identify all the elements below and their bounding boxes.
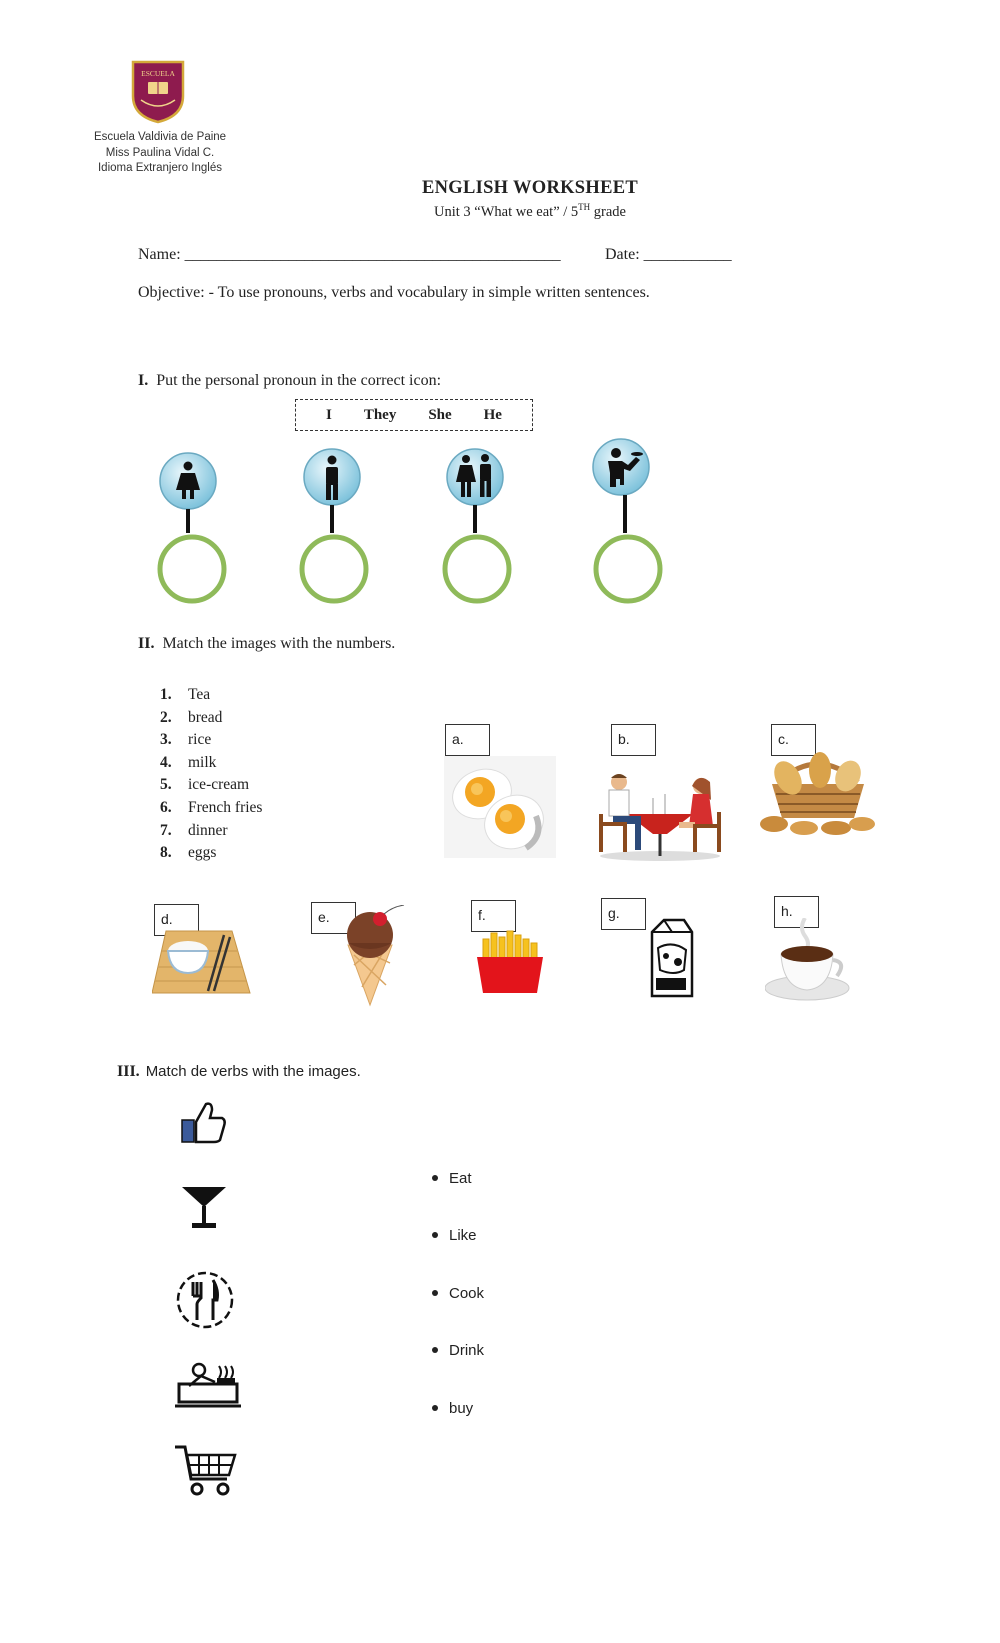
bullet-icon	[432, 1290, 438, 1296]
section-1-heading: I. Put the personal pronoun in the correct icon:	[138, 372, 442, 389]
section-3-heading: III. Match de verbs with the images.	[117, 1063, 361, 1080]
french-fries-image-icon	[475, 929, 545, 993]
waiter-icon	[593, 439, 649, 533]
worksheet-title: ENGLISH WORKSHEET	[421, 178, 639, 198]
list-item: 5. ice-cream	[160, 776, 250, 794]
list-item: buy	[432, 1400, 484, 1457]
list-item: 7. dinner	[160, 821, 228, 839]
pronoun-they: They	[363, 406, 397, 423]
answer-circle-4[interactable]	[596, 537, 660, 601]
svg-text:ESCUELA: ESCUELA	[141, 69, 175, 78]
answer-box-f[interactable]: f.	[471, 900, 516, 932]
answer-box-a[interactable]: a.	[445, 724, 490, 756]
school-info	[80, 130, 240, 177]
date-field[interactable]: Date: ___________	[605, 246, 732, 263]
pronoun-box	[295, 399, 533, 431]
cocktail-glass-icon	[180, 1183, 228, 1231]
tea-cup-image-icon	[765, 918, 853, 1002]
answer-box-c[interactable]: c.	[771, 724, 816, 756]
man-icon	[304, 449, 360, 533]
bullet-icon	[432, 1405, 438, 1411]
answer-box-h[interactable]: h.	[774, 896, 819, 928]
subject-name: Idioma Extranjero Inglés	[97, 162, 222, 174]
ice-cream-image-icon	[340, 905, 410, 1007]
pronoun-i: I	[325, 406, 332, 423]
list-item: Eat	[432, 1170, 484, 1227]
pronoun-icons	[150, 435, 690, 605]
school-name: Escuela Valdivia de Paine	[93, 131, 227, 143]
answer-circle-3[interactable]	[445, 537, 509, 601]
list-item: 6. French fries	[160, 798, 263, 816]
rice-image-icon	[152, 929, 252, 995]
fork-knife-icon	[175, 1270, 235, 1330]
cooking-icon	[175, 1362, 241, 1410]
pronoun-she: She	[428, 406, 452, 423]
list-item: 1. Tea	[160, 686, 211, 703]
pronoun-he: He	[483, 406, 502, 423]
milk-carton-image-icon	[646, 918, 698, 1000]
list-item: Cook	[432, 1285, 484, 1342]
eggs-image-icon	[444, 756, 556, 858]
list-item: 8. eggs	[160, 844, 217, 862]
answer-box-b[interactable]: b.	[611, 724, 656, 756]
thumbs-up-icon	[180, 1100, 228, 1144]
answer-box-d[interactable]: d.	[154, 904, 199, 936]
answer-box-g[interactable]: g.	[601, 898, 646, 930]
school-logo	[131, 58, 185, 129]
woman-icon	[160, 453, 216, 533]
shopping-cart-icon	[175, 1445, 239, 1497]
dinner-image-icon	[595, 768, 725, 862]
bullet-icon	[432, 1175, 438, 1181]
school-crest-icon	[131, 58, 185, 124]
objective: Objective: - To use pronouns, verbs and vocabulary in simple written sentences.	[138, 284, 650, 301]
list-item: Like	[432, 1227, 484, 1284]
teacher-name: Miss Paulina Vidal C.	[105, 146, 215, 159]
name-field[interactable]: Name: _______________________________________________	[138, 246, 561, 263]
answer-circle-1[interactable]	[160, 537, 224, 601]
answer-circle-2[interactable]	[302, 537, 366, 601]
list-item: 2. bread	[160, 708, 223, 726]
verb-list	[432, 1170, 484, 1457]
bullet-icon	[432, 1232, 438, 1238]
worksheet-subtitle: Unit 3 “What we eat” / 5TH grade	[434, 202, 626, 220]
couple-icon	[447, 449, 503, 533]
vocabulary-list	[160, 684, 262, 865]
bullet-icon	[432, 1347, 438, 1353]
list-item: 4. milk	[160, 753, 217, 771]
list-item: Drink	[432, 1342, 484, 1399]
section-2-heading: II. Match the images with the numbers.	[138, 635, 396, 652]
answer-box-e[interactable]: e.	[311, 902, 356, 934]
bread-basket-image-icon	[758, 752, 878, 836]
list-item: 3. rice	[160, 731, 212, 749]
